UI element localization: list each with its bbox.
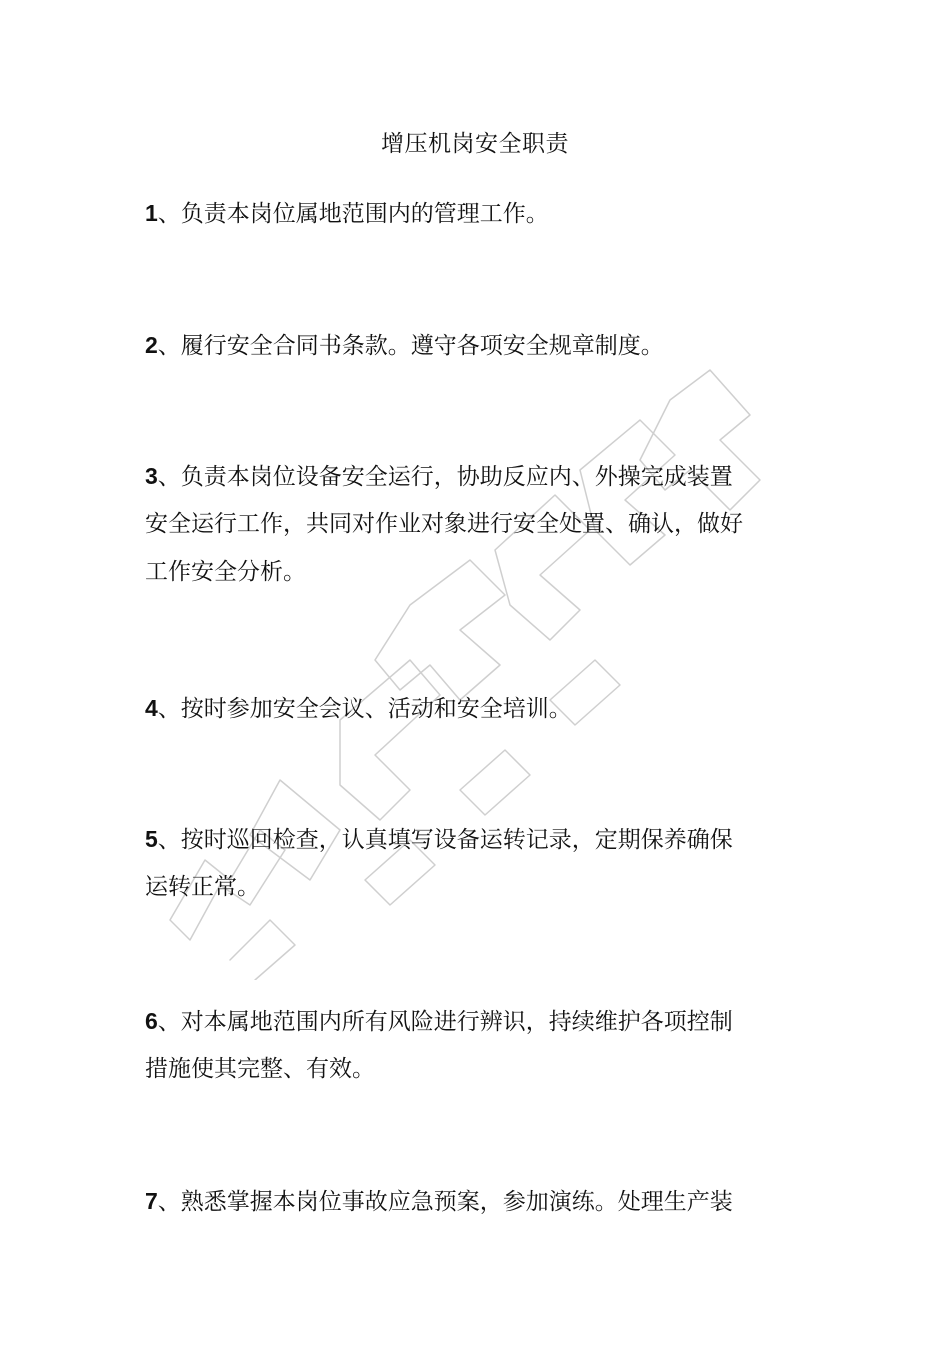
item-text: 工作安全分析。 (145, 559, 306, 585)
item-text: 、负责本岗位属地范围内的管理工作。 (157, 201, 549, 227)
item-line (145, 1005, 785, 1037)
item-text: 、履行安全合同书条款。遵守各项安全规章制度。 (157, 333, 664, 359)
item-text: 、负责本岗位设备安全运行，协助反应内、外操完成装置 (157, 464, 733, 490)
list-item-2 (145, 329, 785, 361)
list-item-6 (145, 1005, 785, 1085)
list-item-5 (145, 823, 785, 903)
item-text: 、按时参加安全会议、活动和安全培训。 (157, 696, 572, 722)
item-number: 2 (145, 332, 158, 358)
item-line (145, 1053, 785, 1085)
item-line (145, 329, 785, 361)
item-line (145, 556, 785, 588)
item-number: 7 (145, 1188, 158, 1214)
item-line (145, 197, 785, 229)
item-text: 运转正常。 (145, 874, 260, 900)
item-text: 、按时巡回检查，认真填写设备运转记录，定期保养确保 (157, 827, 733, 853)
item-line (145, 871, 785, 903)
item-line (145, 823, 785, 855)
list-item-4 (145, 692, 785, 724)
item-number: 5 (145, 826, 158, 852)
item-text: 、对本属地范围内所有风险进行辨识，持续维护各项控制 (157, 1009, 733, 1035)
item-line (145, 508, 785, 540)
item-number: 4 (145, 695, 158, 721)
list-item-7 (145, 1185, 785, 1217)
item-number: 1 (145, 200, 158, 226)
list-item-1 (145, 197, 785, 229)
item-number: 6 (145, 1008, 158, 1034)
document-title: 增压机岗安全职责 (381, 131, 569, 157)
item-text: 安全运行工作，共同对作业对象进行安全处置、确认，做好 (145, 511, 743, 537)
item-text: 、熟悉掌握本岗位事故应急预案，参加演练。处理生产装 (157, 1189, 733, 1215)
item-text: 措施使其完整、有效。 (145, 1056, 375, 1082)
item-number: 3 (145, 463, 158, 489)
list-item-3 (145, 460, 785, 588)
item-line (145, 460, 785, 492)
item-line (145, 692, 785, 724)
item-line (145, 1185, 785, 1217)
